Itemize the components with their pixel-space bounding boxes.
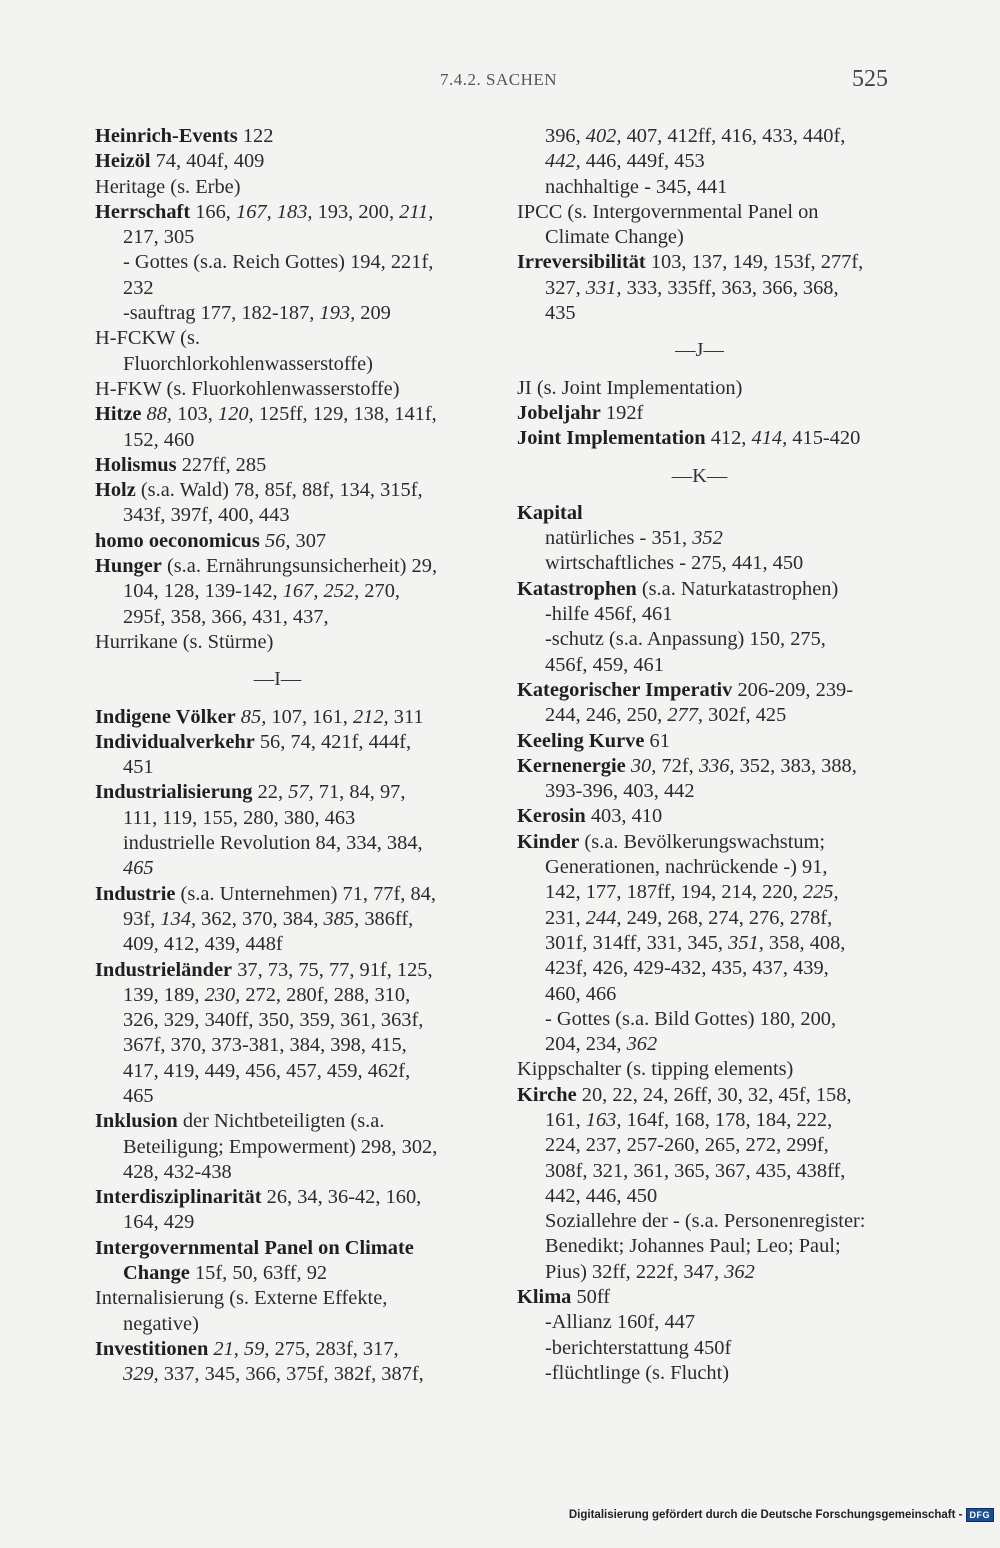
index-page-ref-emphasis: 331, [585, 276, 622, 299]
index-entry-line [95, 958, 500, 983]
index-entry-line [517, 250, 922, 275]
index-text: -sauftrag 177, 182-187, [123, 302, 320, 325]
index-entry-line [517, 729, 922, 754]
index-term: Hitze [95, 403, 142, 426]
index-text: 327, [545, 276, 586, 299]
index-text: negative) [123, 1312, 199, 1335]
index-entry-line [517, 577, 922, 602]
index-subentry-line [95, 503, 500, 528]
index-subentry-line [517, 1361, 922, 1386]
index-text: 74, 404f, 409 [150, 150, 265, 173]
index-entry-line [517, 1083, 922, 1108]
index-entry-line [95, 478, 500, 503]
index-term: Holz [95, 479, 136, 502]
index-text: 209 [355, 302, 391, 325]
index-subentry-line [517, 602, 922, 627]
index-text: Benedikt; Johannes Paul; Leo; Paul; [545, 1235, 841, 1258]
index-entry-line [95, 529, 500, 554]
index-text: - Gottes (s.a. Bild Gottes) 180, 200, [545, 1007, 837, 1030]
index-text: Fluorchlorkohlenwasserstoffe) [123, 352, 373, 375]
index-page-ref-emphasis: 163, [585, 1108, 622, 1131]
index-page-ref-emphasis: 85, [240, 705, 267, 728]
index-text: 396, [545, 125, 586, 147]
spacer [95, 693, 500, 705]
index-subentry-line [517, 149, 922, 174]
index-text: -berichterstattung 450f [545, 1336, 732, 1359]
index-text: 125ff, 129, 138, 141f, [253, 403, 437, 426]
index-text: 428, 432-438 [123, 1160, 232, 1183]
index-subentry-line [95, 250, 500, 275]
index-subentry-line [517, 1007, 922, 1032]
index-text: 301f, 314ff, 331, 345, [545, 931, 729, 954]
index-entry-line [517, 1057, 922, 1082]
index-text: 465 [123, 1084, 154, 1107]
index-text: 104, 128, 139-142, [123, 580, 283, 603]
section-letter-heading [517, 338, 922, 363]
index-text: 412, [705, 427, 752, 450]
footer-text: Digitalisierung gefördert durch die Deutsche Forschungsgemeinschaft - [568, 1509, 963, 1521]
index-entry-line [95, 554, 500, 579]
spacer [517, 364, 922, 376]
index-term: Kirche [517, 1083, 577, 1106]
index-subentry-line [517, 1336, 922, 1361]
index-text: 442, 446, 450 [545, 1184, 658, 1207]
index-text: 71, 84, 97, [313, 781, 406, 804]
index-subentry-line [517, 551, 922, 576]
index-entry-line [517, 754, 922, 779]
index-text: Climate Change) [545, 226, 684, 249]
index-term: Kerosin [517, 805, 586, 828]
index-subentry-line [95, 1059, 500, 1084]
index-subentry-line [95, 983, 500, 1008]
index-subentry-line [95, 1210, 500, 1235]
index-page-ref-emphasis: 442, [545, 150, 581, 173]
index-entry-line [517, 830, 922, 855]
index-page-ref-emphasis: 351, [728, 931, 764, 954]
index-text: 326, 329, 340ff, 350, 359, 361, 363f, [123, 1009, 424, 1032]
index-subentry-line [95, 1084, 500, 1109]
index-page-ref-emphasis: 402, [585, 125, 622, 147]
index-term: Kategorischer Imperativ [517, 678, 733, 701]
index-text: 249, 268, 274, 276, 278f, [621, 906, 833, 929]
dfg-logo: DFG [966, 1508, 995, 1522]
index-text: 204, 234, [545, 1033, 627, 1056]
index-subentry-line [95, 301, 500, 326]
index-subentry-line [95, 1135, 500, 1160]
index-text: 37, 73, 75, 77, 91f, 125, [232, 958, 433, 981]
index-page-ref-emphasis: 362 [724, 1260, 755, 1283]
index-page-ref-emphasis: 211, [399, 200, 434, 223]
index-text: 308f, 321, 361, 365, 367, 435, 438ff, [545, 1159, 846, 1182]
index-entry-line [517, 200, 922, 225]
section-letter-heading [517, 464, 922, 489]
index-text: 192f [600, 401, 644, 424]
index-subentry-line [517, 906, 922, 931]
index-text: Kippschalter (s. tipping elements) [517, 1058, 794, 1081]
index-page-ref-emphasis: 362 [626, 1033, 658, 1056]
index-subentry-line [517, 225, 922, 250]
index-term: Klima [517, 1286, 572, 1309]
running-head: 7.4.2. SACHEN [440, 70, 558, 89]
index-text: Soziallehre der - (s.a. Personenregister: [545, 1210, 866, 1233]
index-text: —J— [675, 339, 724, 362]
index-subentry-line [517, 931, 922, 956]
index-term: Herrschaft [95, 200, 191, 223]
index-text: —K— [671, 464, 728, 487]
page-header [0, 68, 1000, 98]
index-subentry-line [517, 855, 922, 880]
index-text: 270, [359, 580, 400, 603]
index-text: H-FKW (s. Fluorkohlenwasserstoffe) [95, 377, 400, 400]
index-term: Heinrich-Events [95, 125, 238, 147]
index-subentry-line [517, 1209, 922, 1234]
index-term: Keeling Kurve [517, 729, 645, 752]
index-text: 122 [237, 125, 274, 147]
index-text: IPCC (s. Intergovernmental Panel on [517, 200, 819, 223]
index-term: Industrie [95, 882, 176, 905]
index-text: 224, 237, 257-260, 265, 272, 299f, [545, 1134, 829, 1157]
index-subentry-line [517, 124, 922, 149]
index-text: 367f, 370, 373-381, 384, 398, 415, [123, 1034, 407, 1057]
index-entry-line [95, 730, 500, 755]
index-subentry-line [517, 779, 922, 804]
index-text: Internalisierung (s. Externe Effekte, [95, 1287, 388, 1310]
index-text: Beteiligung; Empowerment) 298, 302, [123, 1135, 438, 1158]
index-subentry-line [95, 856, 500, 881]
index-page-ref-emphasis: 336, [698, 754, 735, 777]
index-text: 417, 419, 449, 456, 457, 459, 462f, [123, 1059, 411, 1082]
index-subentry-line [95, 276, 500, 301]
index-text: industrielle Revolution 84, 334, 384, [123, 832, 423, 855]
index-subentry-line [95, 1312, 500, 1337]
index-page-ref-emphasis: 385, [323, 907, 360, 930]
index-text: 333, 335ff, 363, 366, 368, [621, 276, 839, 299]
index-page-ref-emphasis: 329, [123, 1363, 159, 1386]
index-text: 311 [388, 705, 424, 728]
index-subentry-line [517, 526, 922, 551]
index-subentry-line [95, 605, 500, 630]
index-text: (s.a. Ernährungsunsicherheit) 29, [161, 555, 438, 578]
index-entry-line [95, 149, 500, 174]
index-text: 56, 74, 421f, 444f, [254, 730, 412, 753]
spacer [517, 489, 922, 501]
index-term: Interdisziplinarität [95, 1186, 262, 1209]
index-entry-line [95, 630, 500, 655]
index-term: Kernenergie [517, 754, 626, 777]
index-text: 164f, 168, 178, 184, 222, [621, 1108, 833, 1131]
spacer [517, 326, 922, 338]
index-text: 93f, [123, 907, 161, 930]
index-text: 111, 119, 155, 280, 380, 463 [123, 806, 356, 829]
index-text: (s.a. Wald) 78, 85f, 88f, 134, 315f, [135, 479, 423, 502]
index-text: 307 [290, 529, 327, 552]
digitization-footer [569, 1508, 994, 1522]
index-entry-line [517, 401, 922, 426]
index-text: 407, 412ff, 416, 433, 440f, [621, 125, 846, 147]
spacer [517, 452, 922, 464]
index-term: Individualverkehr [95, 730, 255, 753]
index-page-ref-emphasis: 57, [288, 781, 314, 804]
index-text: 206-209, 239- [732, 678, 854, 701]
index-page-ref-emphasis: 212, [352, 705, 389, 728]
index-text: 451 [123, 756, 154, 779]
index-subentry-line [517, 653, 922, 678]
index-term: Hunger [95, 555, 162, 578]
index-text: 337, 345, 366, 375f, 382f, 387f, [158, 1363, 424, 1386]
index-page-ref-emphasis: 225, [802, 881, 839, 904]
index-subentry-line [517, 1108, 922, 1133]
index-subentry-line [95, 1261, 500, 1286]
index-entry-line [95, 402, 500, 427]
index-text: 343f, 397f, 400, 443 [123, 504, 290, 527]
index-text: Heritage (s. Erbe) [95, 175, 241, 198]
index-text: Hurrikane (s. Stürme) [95, 630, 274, 653]
index-text: —I— [253, 668, 302, 691]
index-subentry-line [95, 1160, 500, 1185]
index-page-ref-emphasis: 414, [751, 427, 788, 450]
index-term: Inklusion [95, 1110, 178, 1133]
index-text: Generationen, nachrückende -) 91, [545, 856, 828, 879]
index-entry-line [95, 1286, 500, 1311]
index-subentry-line [517, 276, 922, 301]
index-subentry-line [517, 982, 922, 1007]
index-entry-line [95, 124, 500, 149]
index-page-ref-emphasis: 193, [319, 302, 356, 325]
index-entry-line [517, 376, 922, 401]
index-entry-line [95, 200, 500, 225]
index-subentry-line [517, 1234, 922, 1259]
index-text: 15f, 50, 63ff, 92 [189, 1262, 328, 1285]
index-subentry-line [95, 579, 500, 604]
index-page-ref-emphasis: 352 [692, 527, 723, 550]
index-text: -flüchtlinge (s. Flucht) [545, 1361, 730, 1384]
spacer [95, 655, 500, 667]
index-text: 275, 283f, 317, [269, 1337, 399, 1360]
index-term: Industrialisierung [95, 781, 253, 804]
index-subentry-line [95, 755, 500, 780]
index-subentry-line [517, 703, 922, 728]
index-text: nachhaltige - 345, 441 [545, 175, 728, 198]
index-entry-line [95, 1185, 500, 1210]
index-subentry-line [517, 175, 922, 200]
section-letter-heading [95, 667, 500, 692]
index-term: Irreversibilität [517, 251, 646, 274]
index-page-ref-emphasis: 120, [217, 403, 254, 426]
index-text: 409, 412, 439, 448f [123, 933, 283, 956]
index-column-left [95, 124, 500, 1388]
page-number: 525 [852, 66, 888, 92]
index-text: wirtschaftliches - 275, 441, 450 [545, 552, 804, 575]
index-page-ref-emphasis: 167, 183, [236, 200, 313, 223]
index-page-ref-emphasis: 56, [264, 529, 291, 552]
index-text: 295f, 358, 366, 431, 437, [123, 605, 329, 628]
index-page-ref-emphasis: 88, [146, 403, 173, 426]
index-text: 164, 429 [123, 1211, 195, 1234]
index-text: Pius) 32ff, 222f, 347, [545, 1260, 725, 1283]
index-text: 393-396, 403, 442 [545, 780, 695, 803]
index-entry-line [95, 377, 500, 402]
index-text: 217, 305 [123, 226, 195, 249]
index-entry-line [95, 1337, 500, 1362]
index-text: 446, 449f, 453 [580, 150, 705, 173]
index-subentry-line [517, 956, 922, 981]
index-subentry-line [517, 1184, 922, 1209]
index-entry-line [95, 705, 500, 730]
index-entry-line [517, 501, 922, 526]
index-text: 50ff [571, 1286, 611, 1309]
index-entry-line [517, 1285, 922, 1310]
index-text: 139, 189, [123, 983, 205, 1006]
index-text: 456f, 459, 461 [545, 653, 664, 676]
index-page-ref-emphasis: 230, [204, 983, 241, 1006]
index-subentry-line [517, 301, 922, 326]
index-subentry-line [95, 932, 500, 957]
index-subentry-line [517, 880, 922, 905]
index-page-ref-emphasis: 134, [160, 907, 197, 930]
index-text: 26, 34, 36-42, 160, [261, 1186, 422, 1209]
index-entry-line [95, 1109, 500, 1134]
index-text: 423f, 426, 429-432, 435, 437, 439, [545, 957, 829, 980]
index-term: homo oeconomicus [95, 529, 260, 552]
index-term: Kinder [517, 830, 580, 853]
index-text: 103, [172, 403, 218, 426]
index-entry-line [95, 326, 500, 351]
index-term: Kapital [517, 501, 583, 524]
index-text: (s.a. Naturkatastrophen) [636, 577, 839, 600]
index-text: 20, 22, 24, 26ff, 30, 32, 45f, 158, [576, 1083, 852, 1106]
index-column-right [517, 124, 922, 1386]
index-text: H-FCKW (s. [95, 327, 200, 350]
index-text: 435 [545, 302, 576, 325]
index-text: der Nichtbeteiligten (s.a. [177, 1110, 385, 1133]
index-text: 403, 410 [585, 805, 663, 828]
index-text: - Gottes (s.a. Reich Gottes) 194, 221f, [123, 251, 434, 274]
index-text: 193, 200, [312, 200, 400, 223]
index-text: 231, [545, 906, 586, 929]
index-subentry-line [517, 1133, 922, 1158]
index-term: Jobeljahr [517, 401, 601, 424]
index-text: (s.a. Unternehmen) 71, 77f, 84, [175, 882, 436, 905]
index-text: 103, 137, 149, 153f, 277f, [645, 251, 864, 274]
index-subentry-line [95, 806, 500, 831]
index-entry-line [95, 453, 500, 478]
index-text: 415-420 [787, 427, 861, 450]
index-subentry-line [517, 627, 922, 652]
index-term: Industrieländer [95, 958, 233, 981]
index-subentry-line [95, 831, 500, 856]
index-text: 232 [123, 276, 154, 299]
index-text: 244, 246, 250, [545, 704, 668, 727]
index-entry-line [95, 882, 500, 907]
index-text: 460, 466 [545, 982, 617, 1005]
index-text: -Allianz 160f, 447 [545, 1311, 696, 1334]
index-term: Holismus [95, 453, 177, 476]
index-text: 352, 383, 388, [734, 754, 857, 777]
index-page-ref-emphasis: 277, [667, 704, 704, 727]
index-term: Joint Implementation [517, 427, 706, 450]
index-text: 61 [644, 729, 670, 752]
index-text: 302f, 425 [703, 704, 787, 727]
index-text: 358, 408, [763, 931, 846, 954]
index-subentry-line [95, 352, 500, 377]
index-text: 166, [190, 200, 237, 223]
index-page-ref-emphasis: 21, 59, [213, 1337, 270, 1360]
index-subentry-line [517, 1310, 922, 1335]
index-subentry-line [95, 428, 500, 453]
index-text: 142, 177, 187ff, 194, 214, 220, [545, 881, 803, 904]
index-subentry-line [517, 1032, 922, 1057]
index-term: Investitionen [95, 1337, 209, 1360]
index-text: 22, [252, 781, 289, 804]
index-page-ref-emphasis: 244, [585, 906, 622, 929]
index-subentry-line [95, 907, 500, 932]
index-term: Katastrophen [517, 577, 637, 600]
index-text: 362, 370, 384, [196, 907, 324, 930]
index-subentry-line [95, 225, 500, 250]
index-text: JI (s. Joint Implementation) [517, 376, 743, 399]
index-text: -schutz (s.a. Anpassung) 150, 275, [545, 628, 826, 651]
index-text: (s.a. Bevölkerungswachstum; [579, 830, 826, 853]
index-text: natürliches - 351, [545, 527, 693, 550]
index-subentry-line [95, 1362, 500, 1387]
index-term: Heizöl [95, 150, 151, 173]
index-text: 272, 280f, 288, 310, [240, 983, 411, 1006]
index-text: 72f, [656, 754, 699, 777]
index-text: 227ff, 285 [176, 453, 267, 476]
index-subentry-line [95, 1008, 500, 1033]
index-text: 386ff, [359, 907, 414, 930]
index-page-ref-emphasis: 30, [630, 754, 657, 777]
index-term: Intergovernmental Panel on Climate [95, 1236, 414, 1259]
index-subentry-line [517, 1159, 922, 1184]
index-term: Change [123, 1262, 190, 1285]
index-term: Indigene Völker [95, 705, 236, 728]
index-entry-line [95, 175, 500, 200]
index-text: 161, [545, 1108, 586, 1131]
index-subentry-line [517, 1260, 922, 1285]
index-text: 107, 161, [266, 705, 353, 728]
index-subentry-line [95, 1033, 500, 1058]
index-text: -hilfe 456f, 461 [545, 603, 673, 626]
index-page-ref-emphasis: 167, 252, [282, 580, 360, 603]
index-entry-line [517, 804, 922, 829]
index-entry-line [95, 780, 500, 805]
index-entry-line [95, 1236, 500, 1261]
index-entry-line [517, 426, 922, 451]
index-text: 152, 460 [123, 428, 195, 451]
index-entry-line [517, 678, 922, 703]
index-page-ref-emphasis: 465 [123, 857, 154, 880]
